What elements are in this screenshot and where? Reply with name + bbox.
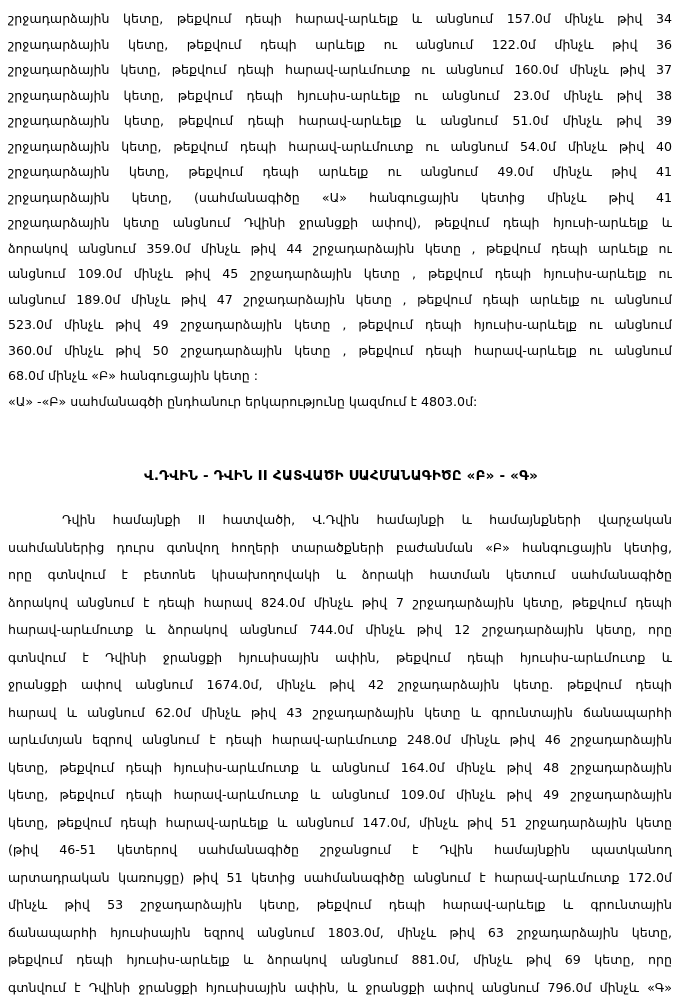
text-line: (թիվ 46-51 կետերով սահմանագիծը շրջանցում է Դվին համայնքին պատկանող — [8, 842, 672, 857]
text-line: թեքվում դեպի հյուսիս-արևելք և ձորակով անցնում 881.0մ, մինչև թիվ 69 կետը, որը — [8, 952, 672, 967]
text-line: կետը, թեքվում դեպի հարավ-արևմուտք և անցնում 109.0մ մինչև թիվ 49 շրջադարձային — [8, 787, 672, 802]
section-a-b-boundary-text — [8, 6, 672, 414]
text-line: շրջադարձային կետը, թեքվում դեպի հարավ-արևելք և անցնում 157.0մ մինչև թիվ 34 — [8, 11, 672, 26]
text-line: կետը, թեքվում դեպի հարավ-արևելք և անցնում 147.0մ, մինչև թիվ 51 շրջադարձային կետը — [8, 814, 672, 830]
text-line: 68.0մ մինչև «Բ» հանգուցային կետը : — [8, 368, 258, 383]
text-line: հարավ և անցնում 62.0մ մինչև թիվ 43 շրջադարձային կետը և գրունտային ճանապարհի — [8, 704, 672, 720]
text-line: ջրանցքի ափով անցնում 1674.0մ, մինչև թիվ 42 շրջադարձային կետը. թեքվում դեպի — [8, 677, 672, 692]
text-line: շրջադարձային կետը անցնում Դվինի ջրանցքի ափով), թեքվում դեպի հյուսի-արևելք և — [8, 215, 672, 230]
text-line: շրջադարձային կետը, թեքվում դեպի արևելք ու անցնում 49.0մ մինչև թիվ 41 — [8, 164, 672, 179]
text-line: մինչև թիվ 53 շրջադարձային կետը, թեքվում դեպի հարավ-արևելք և գրունտային — [8, 897, 672, 912]
text-line: ձորակով անցնում է դեպի հարավ 824.0մ մինչև թիվ 7 շրջադարձային կետը, թեքվում դեպի — [8, 594, 672, 610]
text-line: շրջադարձային կետը, թեքվում դեպի հարավ-արևմուտք ու անցնում 160.0մ մինչև թիվ 37 — [8, 62, 672, 77]
text-line: շրջադարձային կետը, (սահմանագիծը «Ա» հանգուցային կետից մինչև թիվ 41 — [8, 189, 672, 205]
text-line: գտնվում է Դվինի ջրանցքի հյուսիսային ափին, թեքվում դեպի հյուսիս-արևմուտք և — [8, 649, 672, 665]
text-line: շրջադարձային կետը, թեքվում դեպի հարավ-արևմուտք ու անցնում 54.0մ մինչև թիվ 40 — [8, 138, 672, 154]
text-line: հարավ-արևմուտք և ձորակով անցնում 744.0մ մինչև թիվ 12 շրջադարձային կետը, որը — [8, 622, 672, 637]
text-line: անցնում 109.0մ մինչև թիվ 45 շրջադարձային կետը , թեքվում դեպի հյուսիս-արևելք ու — [8, 266, 672, 281]
text-line: անցնում 189.0մ մինչև թիվ 47 շրջադարձային կետը , թեքվում դեպի արևելք ու անցնում — [8, 291, 672, 307]
text-line: սահմաններից դուրս գտնվող հողերի տարածքների բաժանման «Բ» հանգուցային կետից, — [8, 539, 672, 555]
text-line: ճանապարհի հյուսիսային եզրով անցնում 1803.0մ, մինչև թիվ 63 շրջադարձային կետը, — [8, 924, 672, 940]
text-line: արտադրական կառույցը) թիվ 51 կետից սահմանագիծը անցնում է հարավ-արևմուտք 172.0մ — [8, 869, 672, 885]
text-line: 360.0մ մինչև թիվ 50 շրջադարձային կետը , թեքվում դեպի հարավ-արևելք ու անցնում — [8, 342, 672, 358]
text-line: որը գտնվում է բետոնե կիսախողովակի և ձորակի հատման կետում սահմանագիծը — [8, 567, 672, 582]
text-line: ձորակով անցնում 359.0մ մինչև թիվ 44 շրջադարձային կետը , թեքվում դեպի արևելք ու — [8, 240, 672, 256]
section-b-g-boundary-text — [8, 506, 672, 1001]
text-line: 523.0մ մինչև թիվ 49 շրջադարձային կետը , թեքվում դեպի հյուսիս-արևելք ու անցնում — [8, 317, 672, 332]
section-heading: Վ.ԴՎԻՆ - ԴՎԻՆ II ՀԱՏՎԱԾԻ ՍԱՀՄԱՆԱԳԻԾԸ «Բ» - «Գ» — [143, 468, 539, 484]
text-line: գտնվում է Դվինի ջրանցքի հյուսիսային ափին, և ջրանցքի ափով անցնում 796.0մ մինչև «Գ» — [8, 979, 672, 995]
text-line: շրջադարձային կետը, թեքվում դեպի հարավ-արևելք և անցնում 51.0մ մինչև թիվ 39 — [8, 113, 672, 128]
text-line: շրջադարձային կետը, թեքվում դեպի արևելք ու անցնում 122.0մ մինչև թիվ 36 — [8, 36, 672, 52]
text-line: Դվին համայնքի II հատվածի, Վ.Դվին համայնքի և համայնքների վարչական — [62, 512, 672, 527]
text-line: շրջադարձային կետը, թեքվում դեպի հյուսիս-արևելք ու անցնում 23.0մ մինչև թիվ 38 — [8, 87, 672, 103]
text-line: կետը, թեքվում դեպի հյուսիս-արևմուտք և անցնում 164.0մ մինչև թիվ 48 շրջադարձային — [8, 759, 672, 775]
text-line: արևմտյան եզրով անցնում է դեպի հարավ-արևմուտք 248.0մ մինչև թիվ 46 շրջադարձային — [8, 732, 672, 747]
text-line: «Ա» -«Բ» սահմանագծի ընդհանուր երկարությունը կազմում է 4803.0մ: — [8, 393, 478, 409]
